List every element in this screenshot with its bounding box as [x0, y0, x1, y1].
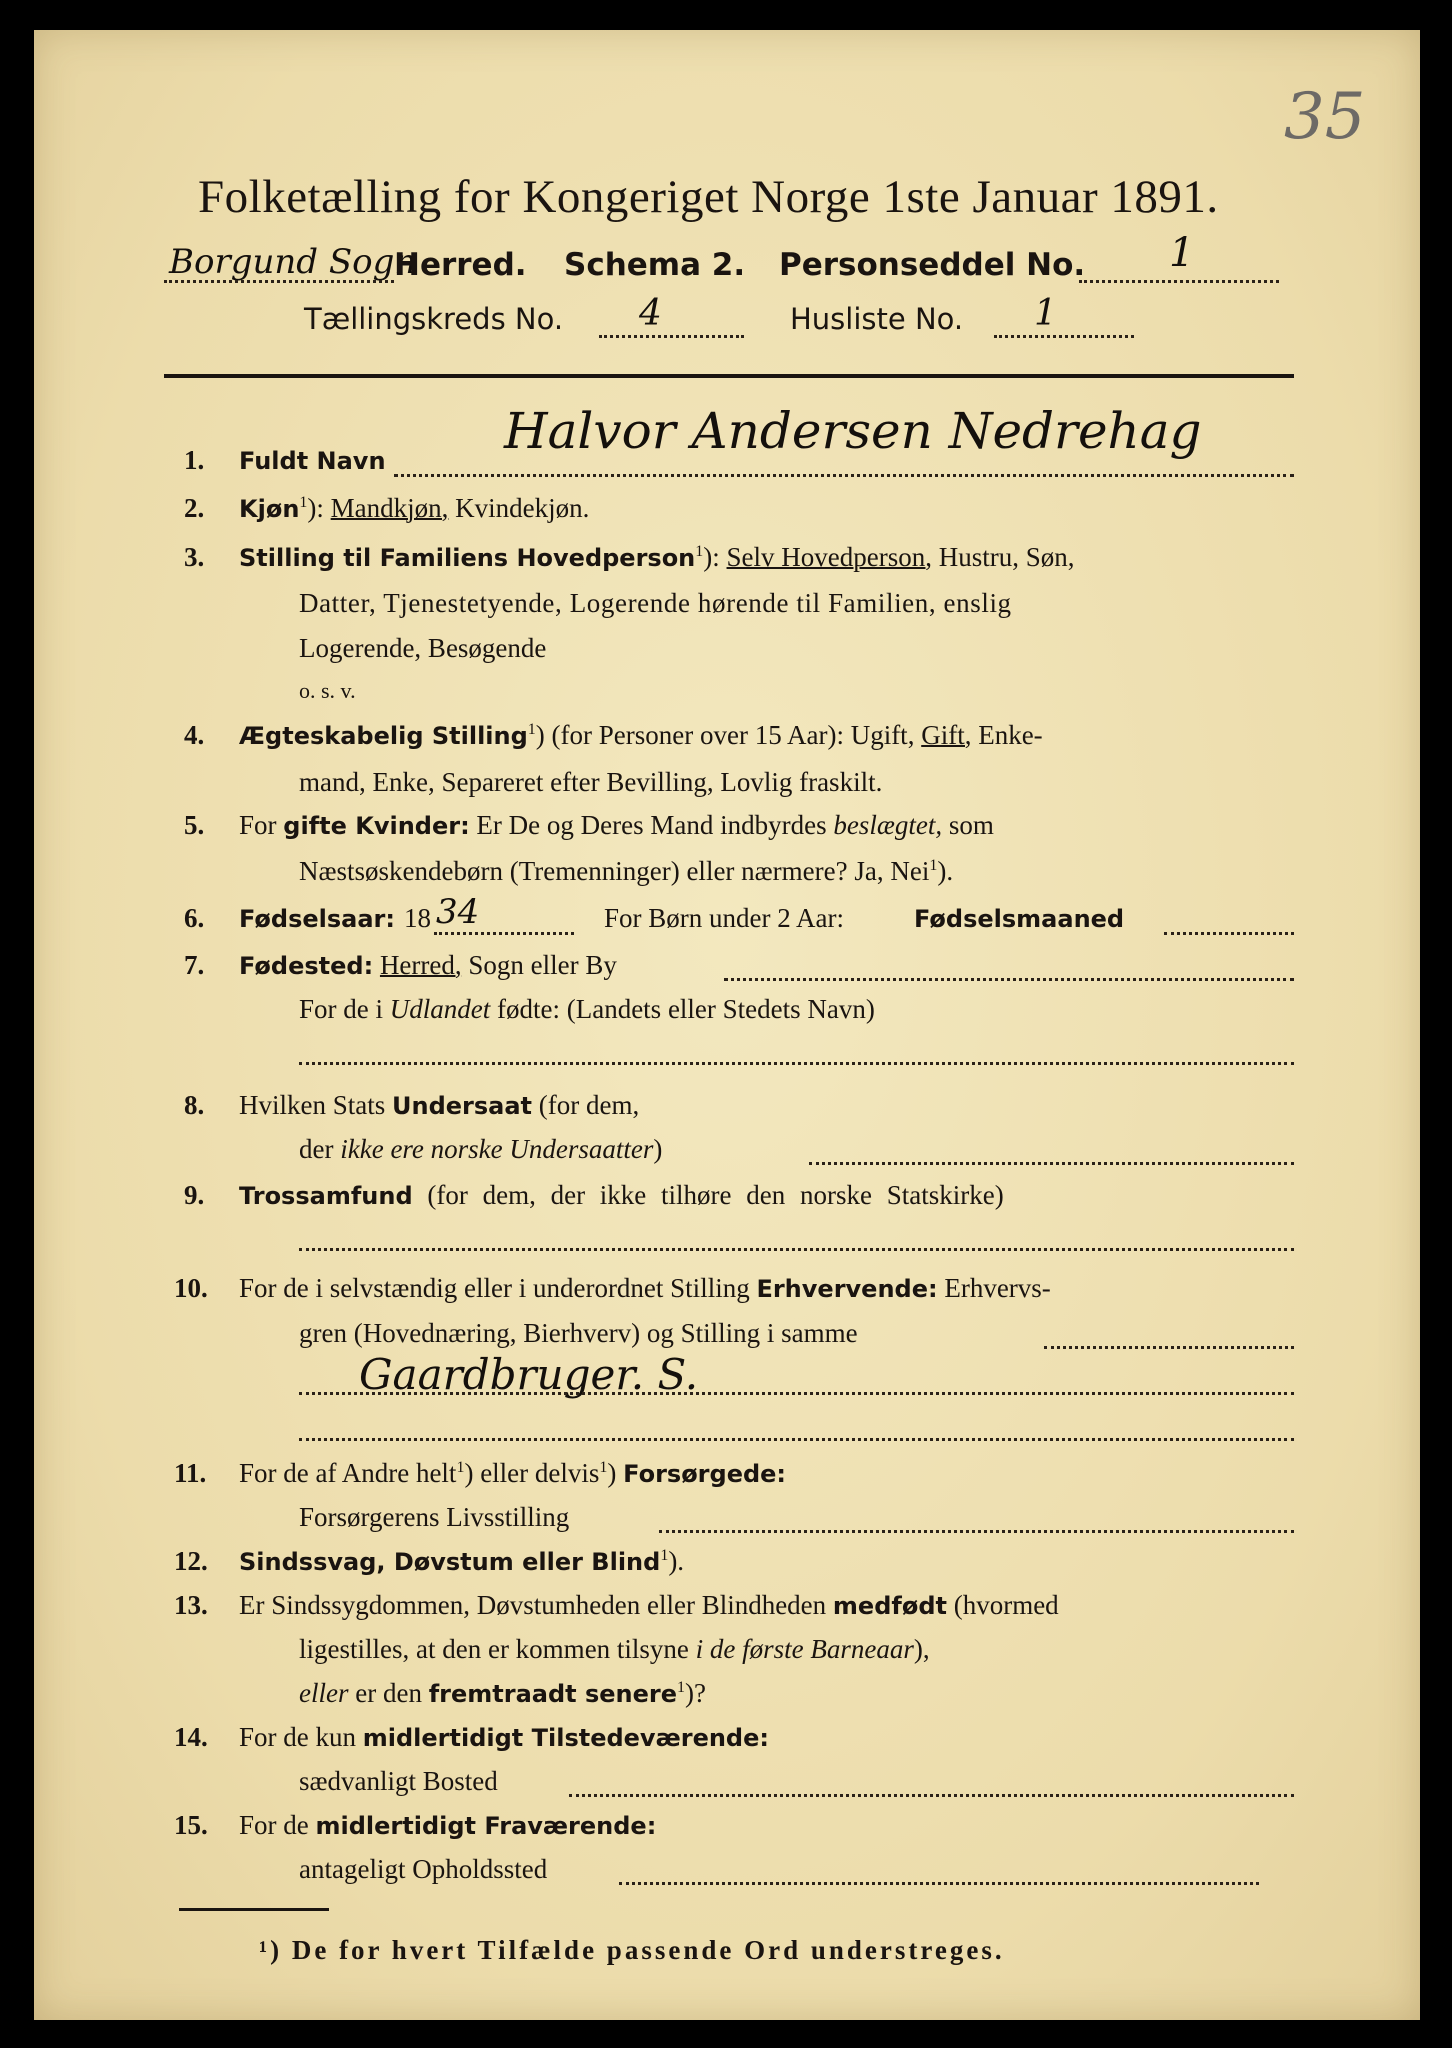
census-form [34, 30, 1420, 2020]
q6-dotted-line [434, 932, 574, 935]
q8-line1: Hvilken Stats Undersaat (for dem, [239, 1090, 640, 1120]
q6-month-dotted-line [1164, 932, 1294, 935]
q3-selected: Selv Hovedperson, [726, 542, 932, 572]
q6-text: For Børn under 2 Aar: [604, 903, 844, 933]
q10-line1: For de i selvstændig eller i underordnet Stilling Erhvervende: Erhvervs- [239, 1273, 1051, 1303]
q15-line1: For de midlertidigt Fraværende: [239, 1810, 657, 1840]
q7-line1: Fødested: Herred, Sogn eller By [239, 950, 617, 980]
q3-number: 3. [184, 542, 205, 572]
herred-handwritten: Borgund Sogn [169, 242, 417, 282]
q9-line1: Trossamfund (for dem, der ikke tilhøre den norske Statskirke) [239, 1180, 1004, 1210]
footnote: ¹) De for hvert Tilfælde passende Ord understreges. [259, 1935, 1005, 1965]
q15-line2: antageligt Opholdssted [299, 1854, 548, 1884]
q12-line1: Sindssvag, Døvstum eller Blind$^1$). [239, 1546, 685, 1576]
herred-label: Herred. [394, 247, 527, 283]
q10-answer-dotted-line [299, 1392, 1294, 1395]
q2-label: Kjøn [239, 495, 300, 523]
q8-line2: der ikke ere norske Undersaatter) [299, 1134, 663, 1164]
taellingskreds-label: Tællingskreds No. [304, 302, 564, 336]
q13-line1: Er Sindssygdommen, Døvstumheden eller Blindheden medfødt (hvormed [239, 1590, 1059, 1620]
q13-line2: ligestilles, at den er kommen tilsyne i de første Barneaar), [299, 1634, 930, 1664]
q10-number: 10. [174, 1273, 208, 1303]
q7-dotted-line [724, 978, 1294, 981]
q1-label: Fuldt Navn [239, 447, 386, 475]
q11-dotted-line [659, 1530, 1294, 1533]
q14-line2: sædvanligt Bosted [299, 1766, 498, 1796]
q6-answer: 34 [436, 892, 480, 932]
husliste-label: Husliste No. [790, 302, 964, 336]
q13-line3: eller er den fremtraadt senere$^1$)? [299, 1678, 706, 1708]
q12-number: 12. [174, 1546, 208, 1576]
q11-line1: For de af Andre helt$^1$) eller delvis$^1$) Forsørgede: [239, 1458, 787, 1488]
q6-number: 6. [184, 903, 205, 933]
q4-number: 4. [184, 720, 205, 750]
q1-number: 1. [184, 445, 205, 475]
q14-number: 14. [174, 1722, 208, 1752]
q4-line1: Ægteskabelig Stilling$^1$) (for Personer over 15 Aar): Ugift, Gift, Enke- [239, 720, 1043, 750]
q11-line2: Forsørgerens Livsstilling [299, 1502, 570, 1532]
personseddel-value: 1 [1169, 230, 1195, 276]
form-title: Folketælling for Kongeriget Norge 1ste Januar 1891. [198, 171, 1219, 223]
taellingskreds-dotted-line [599, 335, 744, 338]
q6-label2: Fødselsmaaned [914, 905, 1125, 933]
q15-dotted-line [619, 1882, 1259, 1885]
q10-dotted-line [1044, 1346, 1294, 1349]
q11-number: 11. [174, 1458, 207, 1488]
q10-line2: gren (Hovednæring, Bierhverv) og Stilling i samme [299, 1318, 858, 1348]
q15-number: 15. [174, 1810, 208, 1840]
q1-dotted-line [394, 474, 1294, 477]
q9-dotted-line [299, 1248, 1294, 1251]
husliste-dotted-line [994, 335, 1134, 338]
herred-dotted-line [164, 280, 394, 283]
q7-line2: For de i Udlandet fødte: (Landets eller Stedets Navn) [299, 994, 875, 1024]
page-number: 35 [1284, 80, 1366, 154]
q2-number: 2. [184, 493, 205, 523]
q3-line3: Logerende, Besøgende [299, 633, 547, 663]
q7-foreign-dotted-line [299, 1062, 1294, 1065]
q7-selected: Herred, [379, 950, 462, 980]
q6-label: Fødselsaar: [239, 905, 395, 933]
q5-line1: For gifte Kvinder: Er De og Deres Mand indbyrdes beslægtet, som [239, 810, 994, 840]
q13-number: 13. [174, 1590, 208, 1620]
q3-line4: o. s. v. [299, 678, 356, 703]
q2-selected: Mandkjøn, [330, 493, 449, 523]
personseddel-dotted-line [1079, 280, 1279, 283]
q14-line1: For de kun midlertidigt Tilstedeværende: [239, 1722, 769, 1752]
q9-number: 9. [184, 1180, 205, 1210]
q2-text: Kjøn$^1$): Mandkjøn, Kvindekjøn. [239, 493, 590, 523]
personseddel-label: Personseddel No. [779, 247, 1086, 283]
taellingskreds-value: 4 [639, 293, 662, 334]
q7-number: 7. [184, 950, 205, 980]
q10-answer: Gaardbruger. S. [359, 1350, 699, 1399]
q5-number: 5. [184, 810, 205, 840]
q4-line2: mand, Enke, Separeret efter Bevilling, Lovlig fraskilt. [299, 767, 883, 797]
q10-extra-dotted-line [299, 1438, 1294, 1441]
q3-line2: Datter, Tjenestetyende, Logerende hørende til Familien, enslig [299, 588, 1012, 618]
q6-prefix: 18 [404, 903, 431, 933]
header-rule [164, 374, 1294, 378]
schema-label: Schema 2. [564, 247, 746, 283]
q4-selected: Gift, [921, 720, 972, 750]
q3-line1: Stilling til Familiens Hovedperson$^1$): Selv Hovedperson, Hustru, Søn, [239, 542, 1075, 572]
q5-line2: Næstsøskendebørn (Tremenninger) eller nærmere? Ja, Nei$^1$). [299, 856, 954, 886]
q1-answer: Halvor Andersen Nedrehag [504, 402, 1202, 460]
q8-number: 8. [184, 1090, 205, 1120]
footnote-rule [179, 1908, 329, 1911]
q14-dotted-line [569, 1794, 1294, 1797]
q8-dotted-line [809, 1162, 1294, 1165]
husliste-value: 1 [1034, 293, 1057, 334]
